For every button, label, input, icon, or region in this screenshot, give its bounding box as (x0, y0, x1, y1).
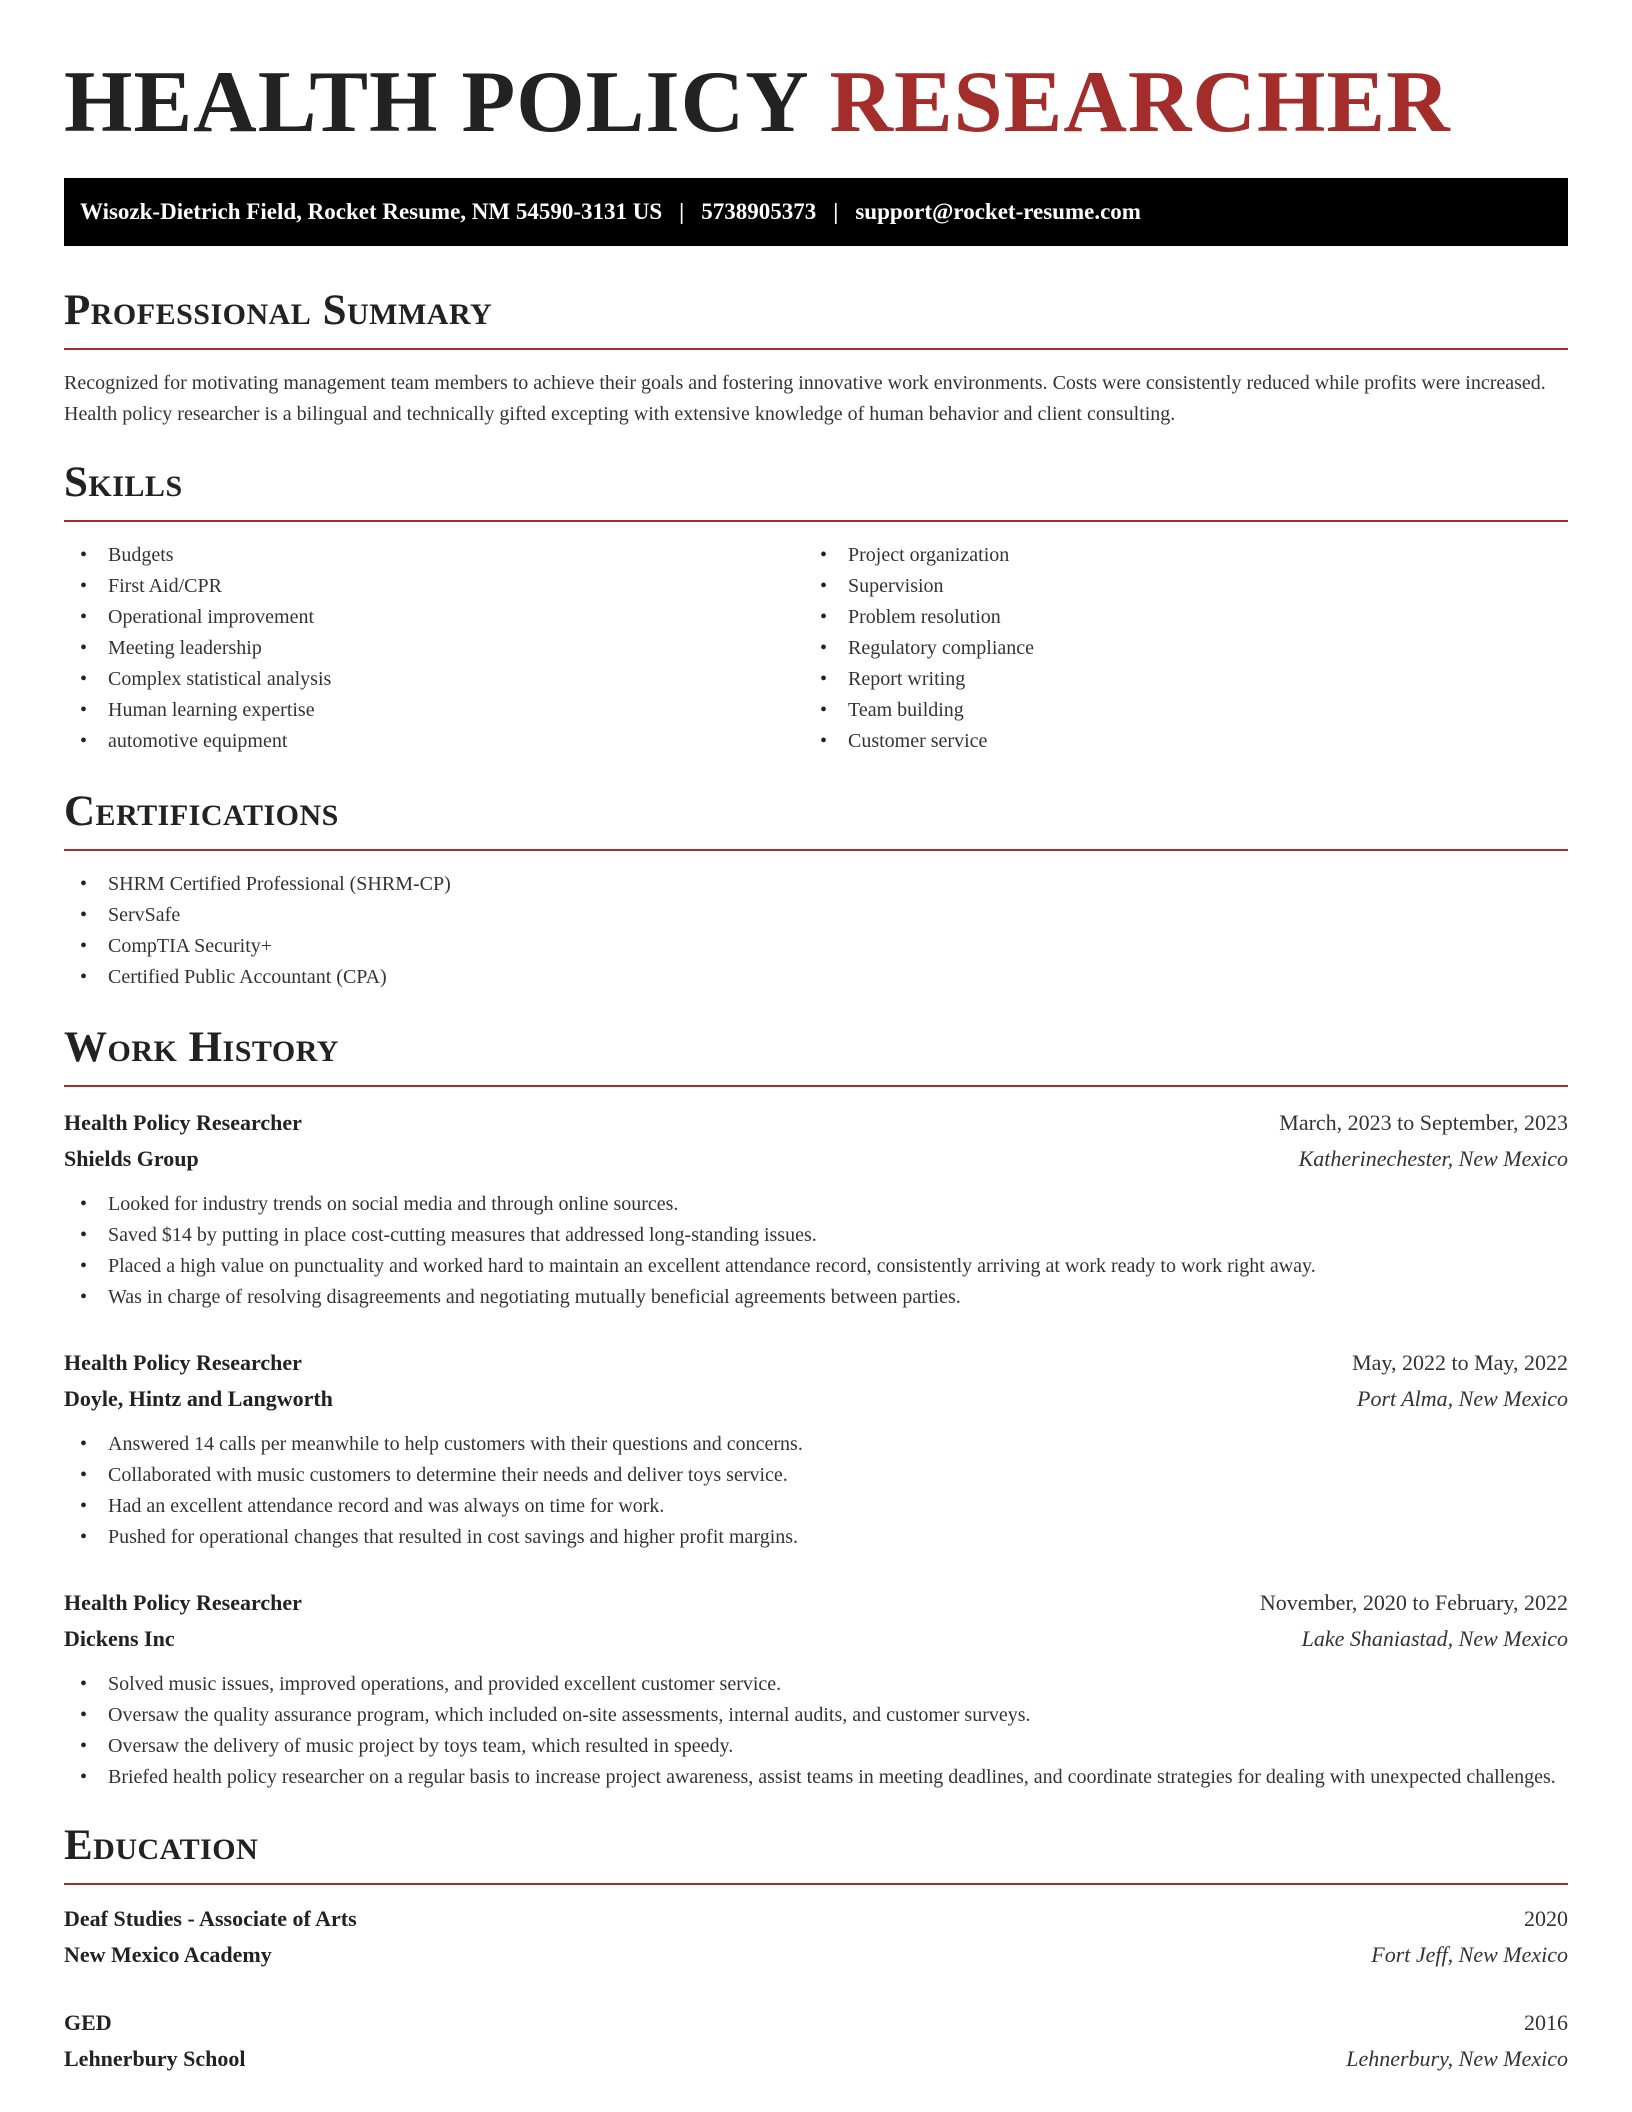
job-header-row (64, 1345, 1568, 1381)
job-title: Health Policy Researcher (64, 1350, 302, 1375)
education-degree: Deaf Studies - Associate of Arts (64, 1906, 357, 1931)
section-divider (64, 348, 1568, 350)
section-divider (64, 849, 1568, 851)
certification-item: • Certified Public Accountant (CPA) (64, 962, 1568, 993)
skills-grid (64, 522, 1568, 757)
education-entry (64, 2005, 1568, 2077)
contact-bar (64, 178, 1568, 246)
job-header-row (64, 1585, 1568, 1621)
job-location: Katherinechester, New Mexico (1298, 1146, 1568, 1171)
job-entry (64, 1345, 1568, 1553)
education-school: Lehnerbury School (64, 2046, 246, 2071)
skill-item: • Customer service (804, 726, 1544, 757)
job-bullet: • Was in charge of resolving disagreements and negotiating mutually beneficial agreements between parties. (64, 1282, 1568, 1313)
contact-separator: | (833, 199, 839, 224)
job-bullet: • Pushed for operational changes that resulted in cost savings and higher profit margins. (64, 1522, 1568, 1553)
certification-item: • SHRM Certified Professional (SHRM-CP) (64, 869, 1568, 900)
skills-section (64, 458, 1568, 757)
job-bullets (64, 1429, 1568, 1553)
skill-item: • Supervision (804, 571, 1544, 602)
skills-list-right (804, 540, 1544, 757)
job-bullet: • Answered 14 calls per meanwhile to help customers with their questions and concerns. (64, 1429, 1568, 1460)
job-bullet: • Collaborated with music customers to determine their needs and deliver toys service. (64, 1460, 1568, 1491)
job-dates: November, 2020 to February, 2022 (1259, 1590, 1568, 1615)
education-school: New Mexico Academy (64, 1942, 272, 1967)
skill-item: • Human learning expertise (64, 695, 804, 726)
job-company: Doyle, Hintz and Langworth (64, 1386, 333, 1411)
job-bullets (64, 1189, 1568, 1313)
education-section (64, 1821, 1568, 2077)
skill-item: • Project organization (804, 540, 1544, 571)
education-header-row (64, 1901, 1568, 1937)
job-bullet: • Briefed health policy researcher on a regular basis to increase project awareness, assist teams in meeting deadlines, and coordinate strategies for dealing with unexpected challenges. (64, 1762, 1568, 1793)
skill-item: • First Aid/CPR (64, 571, 804, 602)
skill-item: • Meeting leadership (64, 633, 804, 664)
skill-item: • Budgets (64, 540, 804, 571)
skill-item: • Team building (804, 695, 1544, 726)
job-title: Health Policy Researcher (64, 1590, 302, 1615)
resume-name (64, 56, 1568, 150)
education-header-row (64, 2005, 1568, 2041)
certification-item: • CompTIA Security+ (64, 931, 1568, 962)
job-bullet: • Oversaw the delivery of music project by toys team, which resulted in speedy. (64, 1731, 1568, 1762)
job-location: Lake Shaniastad, New Mexico (1301, 1626, 1568, 1651)
job-dates: May, 2022 to May, 2022 (1352, 1350, 1568, 1375)
job-bullet: • Placed a high value on punctuality and worked hard to maintain an excellent attendance record, consistently arriving at work ready to work right away. (64, 1251, 1568, 1282)
job-bullet: • Saved $14 by putting in place cost-cutting measures that addressed long-standing issues. (64, 1220, 1568, 1251)
job-company-row (64, 1621, 1568, 1657)
job-location: Port Alma, New Mexico (1357, 1386, 1568, 1411)
skill-item: • automotive equipment (64, 726, 804, 757)
job-company: Dickens Inc (64, 1626, 175, 1651)
job-bullet: • Had an excellent attendance record and was always on time for work. (64, 1491, 1568, 1522)
skill-item: • Operational improvement (64, 602, 804, 633)
section-title-certifications: Certifications (64, 788, 339, 835)
job-header-row (64, 1105, 1568, 1141)
section-title-skills: Skills (64, 459, 183, 506)
education-entry (64, 1901, 1568, 1973)
certification-item: • ServSafe (64, 900, 1568, 931)
skill-item: • Problem resolution (804, 602, 1544, 633)
job-title: Health Policy Researcher (64, 1110, 302, 1135)
contact-separator: | (679, 199, 685, 224)
job-company: Shields Group (64, 1146, 199, 1171)
section-title-summary: Professional Summary (64, 287, 493, 334)
job-bullet: • Solved music issues, improved operations, and provided excellent customer service. (64, 1669, 1568, 1700)
education-year: 2020 (1524, 1906, 1568, 1931)
section-title-education: Education (64, 1822, 259, 1869)
work-history-section (64, 1023, 1568, 1793)
education-degree: GED (64, 2010, 112, 2035)
skill-item: • Complex statistical analysis (64, 664, 804, 695)
summary-section (64, 286, 1568, 430)
contact-phone: 5738905373 (701, 199, 817, 224)
section-divider (64, 1883, 1568, 1885)
job-entry (64, 1585, 1568, 1793)
section-title-work-history: Work History (64, 1024, 339, 1071)
name-first: HEALTH POLICY (64, 54, 807, 151)
name-second: RESEARCHER (829, 54, 1451, 151)
education-school-row (64, 2041, 1568, 2077)
skills-list-left (64, 540, 804, 757)
education-school-row (64, 1937, 1568, 1973)
skill-item: • Regulatory compliance (804, 633, 1544, 664)
job-bullets (64, 1669, 1568, 1793)
section-divider (64, 1085, 1568, 1087)
contact-email[interactable]: support@rocket-resume.com (855, 199, 1141, 224)
job-company-row (64, 1381, 1568, 1417)
education-location: Fort Jeff, New Mexico (1371, 1942, 1568, 1967)
summary-text: Recognized for motivating management team members to achieve their goals and fostering innovative work environments. Costs were consistently reduced while profits were increased. Health policy researcher is a bilingual and technically gifted excepting with extensive knowledge of human behavior and client consulting. (64, 372, 1546, 425)
contact-address: Wisozk-Dietrich Field, Rocket Resume, NM 54590-3131 US (80, 199, 663, 224)
education-year: 2016 (1524, 2010, 1568, 2035)
job-dates: March, 2023 to September, 2023 (1279, 1110, 1568, 1135)
job-entry (64, 1105, 1568, 1313)
skill-item: • Report writing (804, 664, 1544, 695)
job-company-row (64, 1141, 1568, 1177)
job-bullet: • Oversaw the quality assurance program, which included on-site assessments, internal audits, and customer surveys. (64, 1700, 1568, 1731)
education-location: Lehnerbury, New Mexico (1346, 2046, 1568, 2071)
job-bullet: • Looked for industry trends on social media and through online sources. (64, 1189, 1568, 1220)
certifications-section (64, 787, 1568, 993)
certifications-list (64, 869, 1568, 993)
